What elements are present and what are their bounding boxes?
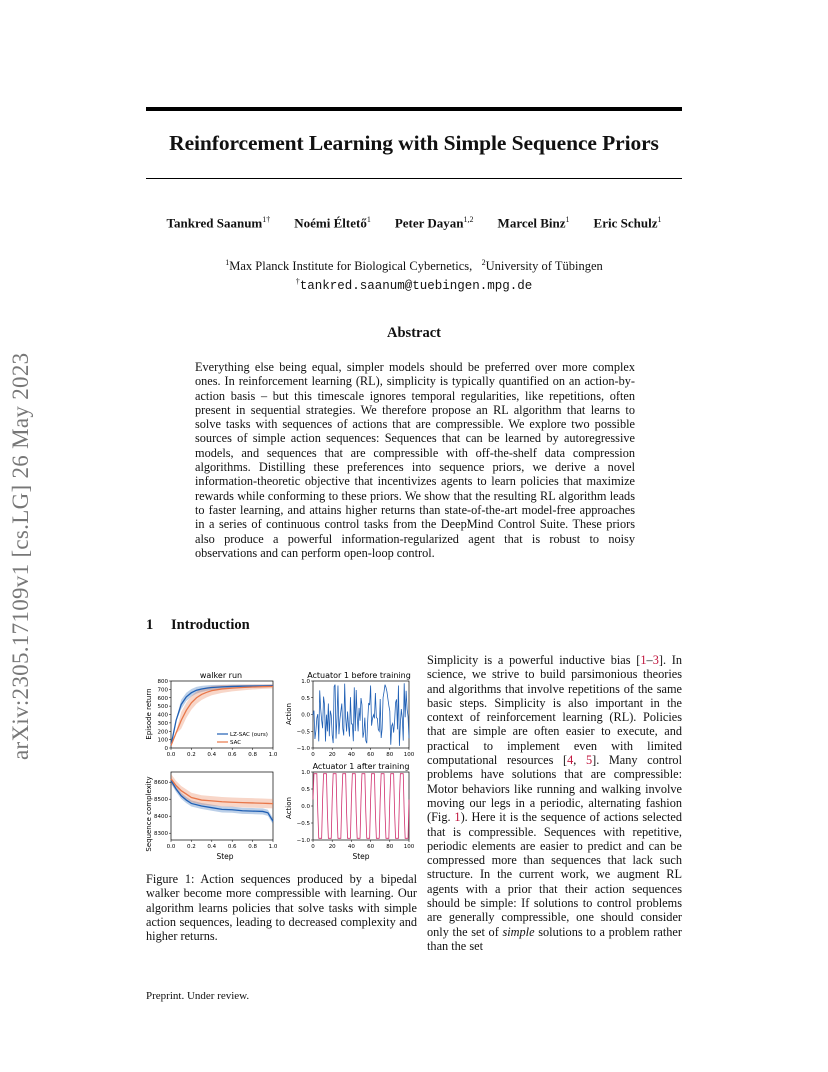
legend-label-lzsac: LZ-SAC (ours)	[230, 732, 268, 738]
y-tick-label: 500	[157, 704, 168, 711]
title-rule-top	[146, 107, 682, 111]
x-tick-label: 1.0	[268, 844, 278, 850]
author: Eric Schulz$^1$	[593, 215, 662, 231]
panel-episode-return	[145, 671, 278, 758]
y-tick-label: 0.5	[301, 787, 310, 793]
y-axis-label: Episode return	[145, 688, 153, 740]
figure-reference-link[interactable]: 1	[454, 810, 461, 825]
x-tick-label: 60	[367, 844, 375, 850]
y-tick-label: 8300	[154, 831, 168, 838]
x-tick-label: 20	[328, 844, 336, 850]
y-axis-label: Sequence complexity	[145, 776, 153, 852]
y-tick-label: 400	[157, 712, 168, 719]
y-tick-label: 700	[157, 687, 168, 694]
y-tick-label: 1.0	[301, 770, 310, 776]
x-tick-label: 0.4	[207, 844, 217, 850]
x-tick-label: 20	[328, 752, 336, 758]
x-tick-label: 100	[403, 752, 415, 758]
figure-1	[143, 668, 417, 864]
x-tick-label: 0	[311, 844, 315, 850]
abstract-text: Everything else being equal, simpler models should be preferred over more complex ones. In reinforcement learning (RL), simplicity is typically quantified on an action-by-action basis – but this timescale ignores temporal regularities, like repetitions, often present in sequential strategies. We therefore propose an RL algorithm that learns to solve tasks with sequences of actions that are compressible. We explore two possible sources of simple action sequences: Sequences that can be learned by autoregressive models, and sequences that are compressible with off-the-shelf data compression algorithms. Distilling these preferences into sequence priors, we derive a novel information-theoretic objective that incentivizes agents to learn policies that maximize rewards while conforming to these priors. We show that the resulting RL algorithm leads to faster learning, and attains higher returns than state-of-the-art model-free approaches in a series of continuous control tasks from the DeepMind Control Suite. These priors also produce a powerful information-regularized agent that is robust to noisy observations and can perform open-loop control.	[195, 360, 635, 560]
x-tick-label: 80	[386, 752, 394, 758]
intro-paragraph: Simplicity is a powerful inductive bias [1–3]. In science, we strive to build parsimonious theories and algorithms that involve repetitions of the same basic steps. Simplicity is also important in the context of reinforcement learning (RL). Policies that are simple are often easier to execute, and practical to implement even with limited computational resources [4, 5]. Many control problems have solutions that are compressible: Motor behaviors like running and walking involve moving our legs in a periodic, alternating fashion (Fig. 1). Here it is the sequence of actions selected that is compressible. Sequences with repetitive, periodic elements are easier to predict and can be compressed more than sequences that lack such structure. In the current work, we augment RL agents with a prior that their action sequences should be simple: If solutions to control problems are generally compressible, one should consider only the set of simple solutions to a problem rather than the set	[427, 653, 682, 953]
legend	[217, 732, 268, 746]
chart-title: Actuator 1 before training	[307, 671, 411, 680]
title-rule-bottom	[146, 178, 682, 179]
citation-link[interactable]: 3	[652, 653, 659, 667]
x-axis-label: Step	[216, 852, 234, 861]
y-tick-label: 100	[157, 737, 168, 744]
y-tick-label: 0	[164, 746, 168, 752]
x-tick-label: 0.6	[227, 844, 237, 850]
arxiv-stamp: arXiv:2305.17109v1 [cs.LG] 26 May 2023	[8, 352, 33, 760]
y-axis-label: Action	[285, 703, 293, 725]
y-tick-label: −0.5	[296, 821, 310, 827]
y-axis-label: Action	[285, 797, 293, 819]
x-tick-label: 80	[386, 844, 394, 850]
y-tick-label: 8500	[154, 797, 168, 804]
x-tick-label: 0.6	[227, 752, 237, 758]
chart-title: Actuator 1 after training	[312, 762, 410, 771]
y-tick-label: 200	[157, 729, 168, 736]
x-tick-label: 0.4	[207, 752, 217, 758]
y-tick-label: 0.0	[301, 804, 310, 810]
author: Peter Dayan$^{1,2}$	[394, 215, 474, 231]
x-tick-label: 40	[347, 752, 355, 758]
action-trace-after	[313, 774, 409, 839]
y-tick-label: 0.5	[301, 695, 310, 702]
x-tick-label: 40	[347, 844, 355, 850]
y-tick-label: 300	[157, 720, 168, 727]
affiliations: $^1$Max Planck Institute for Biological Cybernetics, $^2$University of Tübingen †tankred.saanum@tuebingen.mpg.de	[225, 258, 603, 294]
citation-link[interactable]: 5	[585, 753, 593, 768]
panel-after-training	[285, 762, 415, 861]
y-tick-label: 8400	[154, 814, 168, 821]
x-tick-label: 0.8	[248, 844, 257, 850]
panel-before-training	[285, 671, 415, 758]
y-tick-label: 8600	[154, 780, 168, 787]
abstract-heading: Abstract	[387, 325, 441, 341]
chart-title: walker run	[199, 671, 243, 680]
author-email[interactable]: tankred.saanum@tuebingen.mpg.de	[299, 279, 533, 294]
section-heading: 1 Introduction	[146, 617, 250, 633]
x-tick-label: 0.0	[166, 844, 176, 850]
y-tick-label: 0.0	[301, 712, 310, 719]
author: Marcel Binz$^1$	[497, 215, 570, 231]
x-tick-label: 0	[311, 752, 315, 758]
footer-note: Preprint. Under review.	[146, 990, 250, 1002]
x-tick-label: 0.0	[166, 752, 176, 758]
x-tick-label: 0.8	[248, 752, 257, 758]
y-tick-label: −1.0	[296, 838, 310, 844]
y-tick-label: 800	[157, 679, 168, 685]
legend-label-sac: SAC	[230, 740, 242, 746]
action-trace-before	[313, 683, 409, 746]
y-tick-label: 1.0	[301, 679, 310, 685]
citation-link[interactable]: 4	[567, 753, 574, 768]
x-tick-label: 0.2	[187, 844, 196, 850]
y-tick-label: −0.5	[296, 729, 310, 736]
x-axis-label: Step	[352, 852, 370, 861]
y-tick-label: 600	[157, 695, 168, 702]
citation-link[interactable]: 1	[640, 653, 647, 667]
author: Tankred Saanum$^{1\dagger}$	[166, 215, 271, 231]
x-tick-label: 60	[367, 752, 375, 758]
x-tick-label: 100	[403, 844, 415, 850]
x-tick-label: 1.0	[268, 752, 278, 758]
panel-sequence-complexity	[145, 772, 278, 861]
paper-title: Reinforcement Learning with Simple Sequence Priors	[169, 131, 659, 155]
author: Noémi Éltető$^1$	[294, 215, 371, 231]
x-tick-label: 0.2	[187, 752, 196, 758]
figure-caption: Figure 1: Action sequences produced by a bipedal walker become more compressible with learning. Our algorithm learns policies that solve tasks with simple action sequences, leading to decreased complexity and higher returns.	[146, 872, 417, 944]
y-tick-label: −1.0	[296, 746, 310, 752]
author-list	[146, 215, 682, 231]
